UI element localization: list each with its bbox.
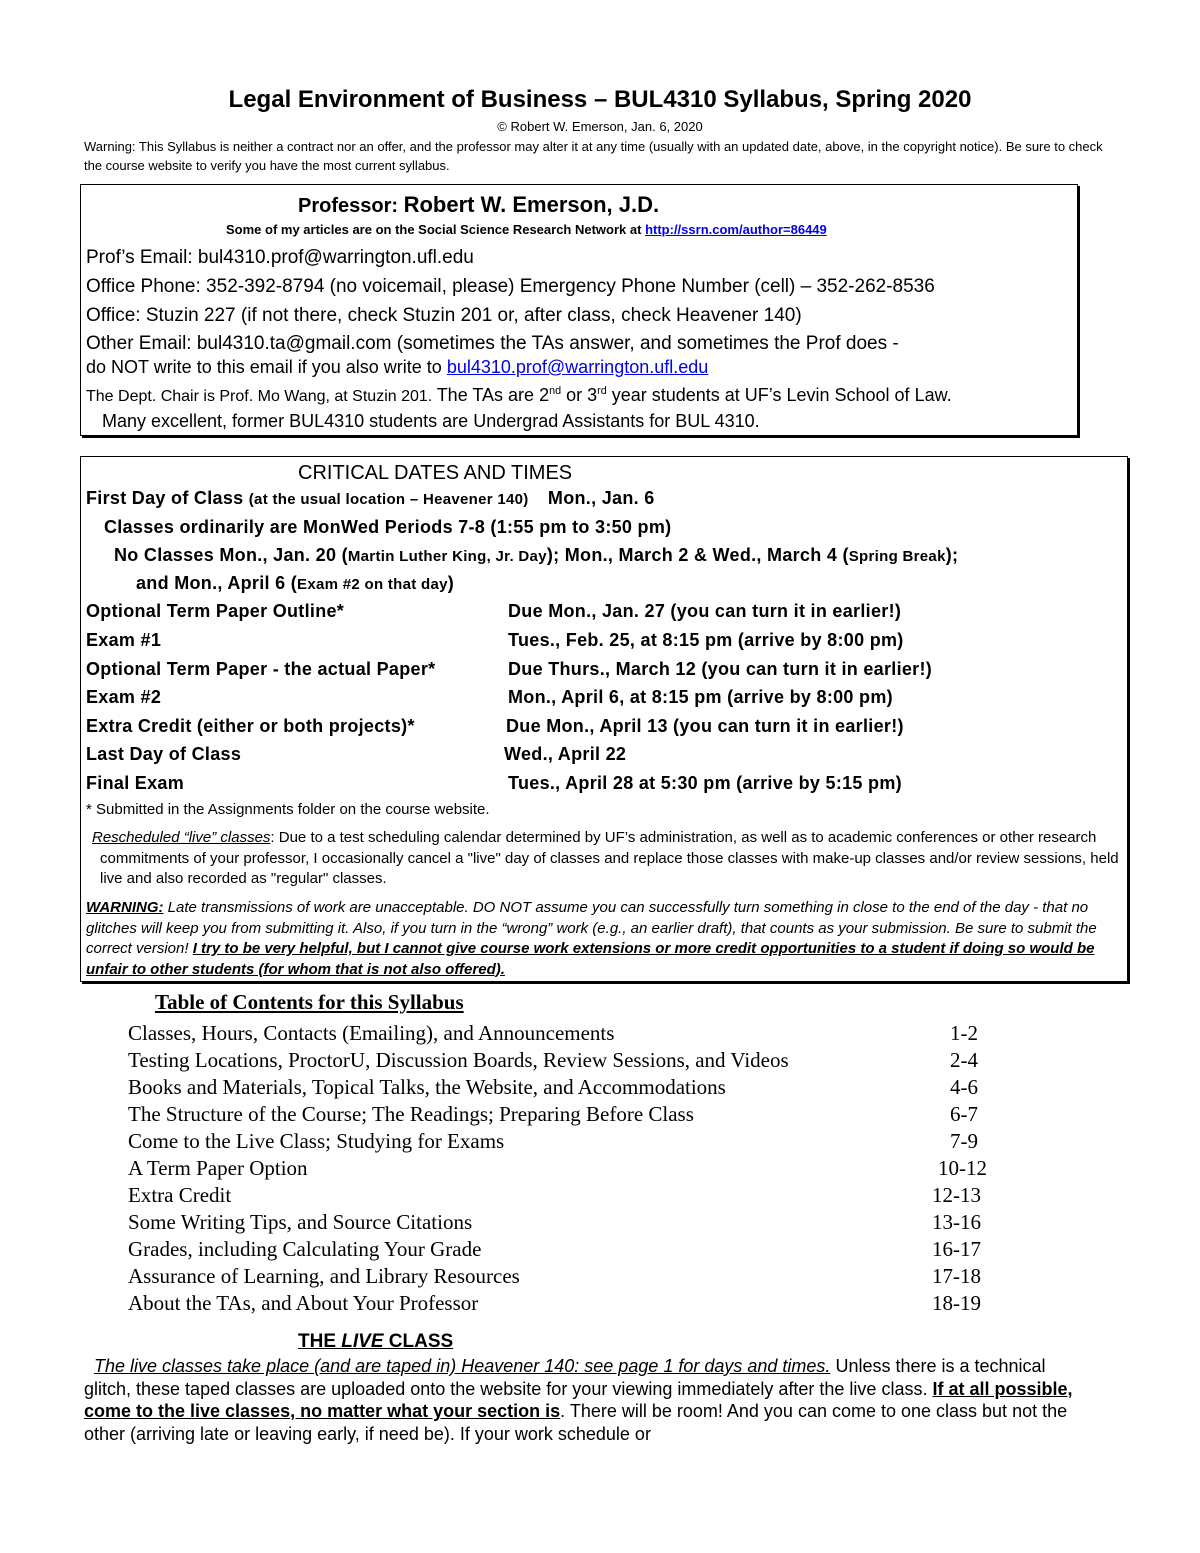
tas-sup-2: rd [597, 385, 607, 397]
toc-heading: Table of Contents for this Syllabus [155, 990, 464, 1014]
critical-date-value: Mon., April 6, at 8:15 pm (arrive by 8:00 pm) [508, 687, 893, 707]
toc-title: Books and Materials, Topical Talks, the Website, and Accommodations [128, 1075, 726, 1099]
tas-text-b: or 3 [561, 385, 598, 405]
toc-title: Classes, Hours, Contacts (Emailing), and Announcements [128, 1021, 615, 1045]
critical-date-label: Exam #1 [86, 630, 162, 650]
toc-title: Assurance of Learning, and Library Resources [128, 1264, 520, 1288]
critical-date-label: Optional Term Paper - the actual Paper* [86, 659, 436, 679]
classes-schedule: Classes ordinarily are MonWed Periods 7-8 (1:55 pm to 3:50 pm) [104, 517, 672, 537]
prof-email: Prof’s Email: bul4310.prof@warrington.ufl.edu [86, 247, 474, 268]
warning-text: Late transmissions of work are unacceptable. DO NOT assume you can successfully turn something in close to the end of the day - that no glitches will keep you from submitting it. Also, if you turn in the “wrong” work (e.g., an earlier draft), that counts as your submission. Be sure to submit the correct version! [86, 899, 1097, 957]
rescheduled-classes-note [92, 828, 1130, 890]
critical-date-value: Wed., April 22 [504, 744, 627, 764]
office-phone: Office Phone: 352-392-8794 (no voicemail, please) Emergency Phone Number (cell) – 352-262-8536 [86, 276, 935, 297]
no-classes-mlk: Martin Luther King, Jr. Day [347, 548, 547, 565]
live-heading-a: THE [298, 1331, 342, 1352]
no-classes-e: ); [945, 545, 959, 565]
ssrn-link[interactable]: http://ssrn.com/author=86449 [645, 222, 827, 237]
toc-title: The Structure of the Course; The Readings; Preparing Before Class [128, 1102, 694, 1126]
tas-sup-1: nd [549, 385, 562, 397]
ssrn-text: Some of my articles are on the Social Science Research Network at [226, 222, 642, 237]
live-p1-bold: If at all possible, come to the live classes, no matter what your section is [84, 1378, 1073, 1421]
toc-pages: 4-6 [950, 1075, 978, 1099]
other-email-note-text: do NOT write to this email if you also write to [86, 357, 442, 377]
live-class-paragraph [84, 1355, 1084, 1445]
toc-title: Grades, including Calculating Your Grade [128, 1237, 482, 1261]
rescheduled-text: : Due to a test scheduling calendar determined by UF’s administration, as well as to academic conferences or other research commitments of your professor, I occasionally cancel a "live" day of classes and replace those classes with make-up classes and/or review sessions, held live and also recorded as "regular" classes. [100, 829, 1119, 887]
no-classes-a: No Classes Mon., Jan. 20 ( [114, 545, 348, 565]
critical-date-value: Tues., April 28 at 5:30 pm (arrive by 5:15 pm) [508, 773, 902, 793]
live-p1-b: . There will be room! And you can come to one class but not the other (arriving late or leaving early, if need be). If your work schedule or [84, 1401, 1068, 1444]
april6-a: and Mon., April 6 ( [136, 573, 298, 593]
toc-pages: 18-19 [932, 1291, 981, 1315]
other-email: Other Email: bul4310.ta@gmail.com (sometimes the TAs answer, and sometimes the Prof does - [86, 333, 899, 354]
april6-c: ) [447, 573, 455, 593]
rescheduled-label: Rescheduled “live” classes [92, 829, 271, 846]
toc-pages: 16-17 [932, 1237, 981, 1261]
no-classes-spring-break: Spring Break [848, 548, 946, 565]
dept-chair: The Dept. Chair is Prof. Mo Wang, at Stuzin 201. [86, 388, 433, 405]
toc-pages: 12-13 [932, 1183, 981, 1207]
live-p1-a: Unless there is a technical glitch, these taped classes are uploaded onto the website for your viewing immediately after the live class. [84, 1356, 1046, 1399]
prof-email-link[interactable]: bul4310.prof@warrington.ufl.edu [446, 357, 709, 377]
critical-date-label: Final Exam [86, 773, 185, 793]
live-heading-b: LIVE [341, 1331, 384, 1352]
first-day-location: (at the usual location – Heavener 140) [248, 491, 529, 508]
dept-chair-line [86, 385, 952, 406]
office-location: Office: Stuzin 227 (if not there, check Stuzin 201 or, after class, check Heavener 140) [86, 305, 802, 326]
toc-pages: 1-2 [950, 1021, 978, 1045]
critical-date-value: Due Mon., April 13 (you can turn it in earlier!) [506, 716, 904, 736]
critical-date-value: Tues., Feb. 25, at 8:15 pm (arrive by 8:00 pm) [508, 630, 904, 650]
ssrn-line [226, 222, 827, 237]
toc-title: A Term Paper Option [128, 1156, 308, 1180]
critical-date-value: Due Mon., Jan. 27 (you can turn it in earlier!) [508, 601, 902, 621]
warning-label: WARNING: [86, 899, 164, 916]
toc-title: Extra Credit [128, 1183, 232, 1207]
live-heading-c: CLASS [383, 1331, 454, 1352]
page-title: Legal Environment of Business – BUL4310 Syllabus, Spring 2020 [228, 86, 972, 113]
april6-line [136, 573, 454, 594]
toc-title: Some Writing Tips, and Source Citations [128, 1210, 473, 1234]
toc-pages: 17-18 [932, 1264, 981, 1288]
critical-date-value: Due Thurs., March 12 (you can turn it in earlier!) [508, 659, 933, 679]
professor-name: Robert W. Emerson, J.D. [403, 192, 660, 217]
first-day-line [86, 488, 655, 509]
april6-exam-note: Exam #2 on that day [297, 576, 448, 593]
syllabus-warning: Warning: This Syllabus is neither a contract nor an offer, and the professor may alter it at any time (usually with an updated date, above, in the copyright notice). Be sure to check the course website to verify you have the most current syllabus. [84, 139, 1103, 173]
critical-dates-heading: CRITICAL DATES AND TIMES [298, 462, 573, 484]
live-p1-italic: The live classes take place (and are taped in) Heavener 140: see page 1 for days and times. [94, 1356, 831, 1376]
other-email-note [86, 357, 708, 378]
first-day-date: Mon., Jan. 6 [547, 488, 655, 508]
first-day-label: First Day of Class [86, 488, 244, 508]
copyright-notice: © Robert W. Emerson, Jan. 6, 2020 [497, 119, 703, 134]
toc-pages: 10-12 [938, 1156, 987, 1180]
footnote: * Submitted in the Assignments folder on the course website. [86, 801, 490, 818]
toc-pages: 13-16 [932, 1210, 981, 1234]
toc-pages: 6-7 [950, 1102, 978, 1126]
professor-label: Professor: [298, 195, 399, 217]
critical-date-label: Last Day of Class [86, 744, 242, 764]
professor-line [298, 192, 659, 218]
tas-text-c: year students at UF’s Levin School of Law. [606, 385, 952, 405]
toc-title: Come to the Live Class; Studying for Exams [128, 1129, 505, 1153]
critical-date-label: Extra Credit (either or both projects)* [86, 716, 415, 736]
live-class-heading [298, 1331, 453, 1353]
late-work-warning [86, 898, 1126, 980]
no-classes-c: ); Mon., March 2 & Wed., March 4 ( [546, 545, 849, 565]
tas-text-a: The TAs are 2 [436, 385, 550, 405]
critical-date-label: Exam #2 [86, 687, 162, 707]
toc-title: About the TAs, and About Your Professor [128, 1291, 479, 1315]
warning-bold: I try to be very helpful, but I cannot give course work extensions or more credit opportunities to a student if doing so would be unfair to other students (for whom that is not also offered). [86, 940, 1095, 978]
toc-title: Testing Locations, ProctorU, Discussion Boards, Review Sessions, and Videos [128, 1048, 789, 1072]
critical-date-label: Optional Term Paper Outline* [86, 601, 345, 621]
tas-info [437, 385, 952, 405]
toc-pages: 7-9 [950, 1129, 978, 1153]
no-classes-line [114, 545, 958, 566]
toc-pages: 2-4 [950, 1048, 978, 1072]
assistants-line: Many excellent, former BUL4310 students are Undergrad Assistants for BUL 4310. [102, 411, 760, 431]
